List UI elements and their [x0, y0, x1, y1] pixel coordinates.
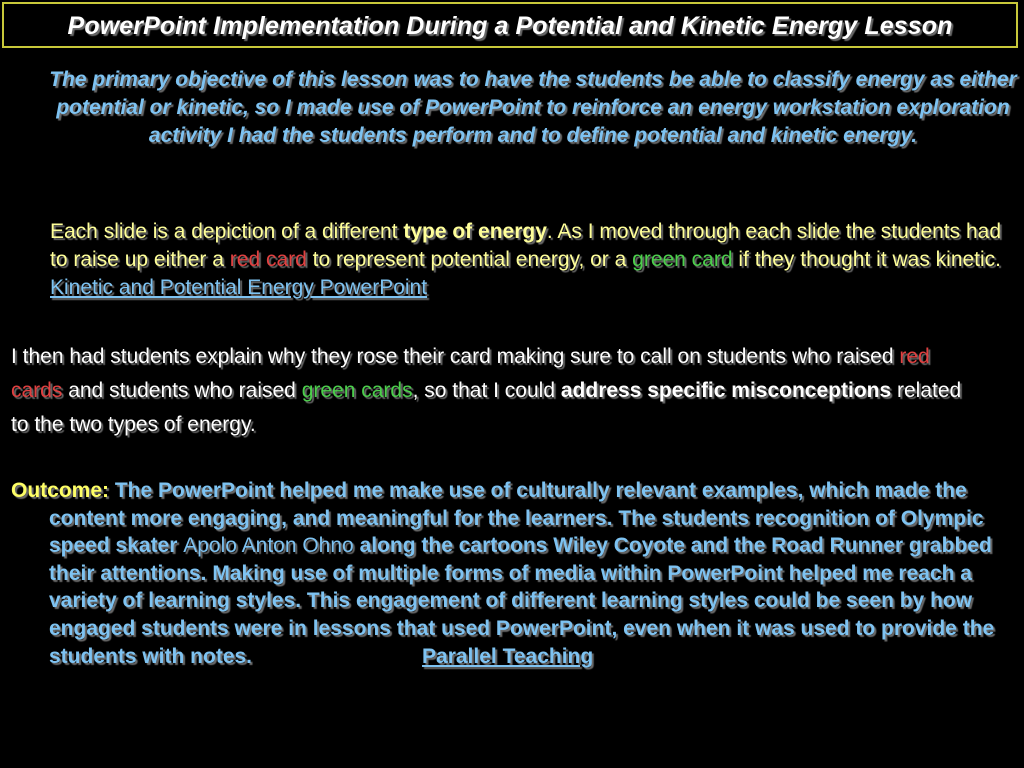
outcome-text-1: The PowerPoint helped me make use of culturally relevant examples, which made the content more engaging, and meaningful for the learners. The students recognition of Olympic speed skater	[49, 479, 984, 558]
green-card-text: green card	[632, 248, 733, 271]
explain-text-2: and students who raised	[62, 379, 302, 402]
slides-text-4: if they thought it was kinetic.	[732, 248, 1002, 271]
objective-text: The primary objective of this lesson was to have the students be able to classify energy as either potential or kinetic, so I made use of PowerPoint to reinforce an energy workstation exploration activity I had the students perform and to define potential and kinetic energy.	[49, 68, 1017, 147]
outcome-label: Outcome:	[11, 479, 110, 502]
outcome-text-2: along the cartoons Wiley Coyote and the Road Runner grabbed their attentions. Making use of multiple forms of media within PowerPoint helped me reach a variety of learning styles. This engagement of different learning styles could be seen by how engaged students were in lessons that used PowerPoint, even when it was used to provide the students with notes.	[49, 534, 995, 668]
explain-text-4: related to the two types of energy.	[11, 379, 962, 436]
slides-text-3: to represent potential energy, or a	[306, 248, 633, 271]
objective-paragraph	[48, 66, 1018, 150]
red-cards-text: red cards	[11, 345, 930, 402]
explain-text-3: , so that I could	[412, 379, 561, 402]
outcome-paragraph	[11, 477, 1011, 670]
parallel-teaching-link[interactable]: Parallel Teaching	[422, 644, 594, 668]
green-cards-text: green cards	[301, 379, 413, 402]
slides-text-2: . As I moved through each slide the students had to raise up either a	[50, 220, 1002, 271]
title-box	[2, 2, 1018, 48]
slides-text-1: Each slide is a depiction of a different	[50, 220, 404, 243]
explain-text-1: I then had students explain why they rose their card making sure to call on students who raised	[11, 345, 900, 368]
energy-powerpoint-link[interactable]: Kinetic and Potential Energy PowerPoint	[50, 276, 428, 299]
red-card-text: red card	[229, 248, 307, 271]
explain-paragraph	[11, 340, 971, 442]
misconceptions-emphasis: address specific misconceptions	[560, 379, 892, 402]
slides-paragraph	[50, 218, 1020, 302]
page-title: PowerPoint Implementation During a Potential and Kinetic Energy Lesson	[67, 12, 953, 40]
skater-name: Apolo Anton Ohno	[183, 534, 354, 558]
type-of-energy-emphasis: type of energy	[403, 220, 547, 243]
